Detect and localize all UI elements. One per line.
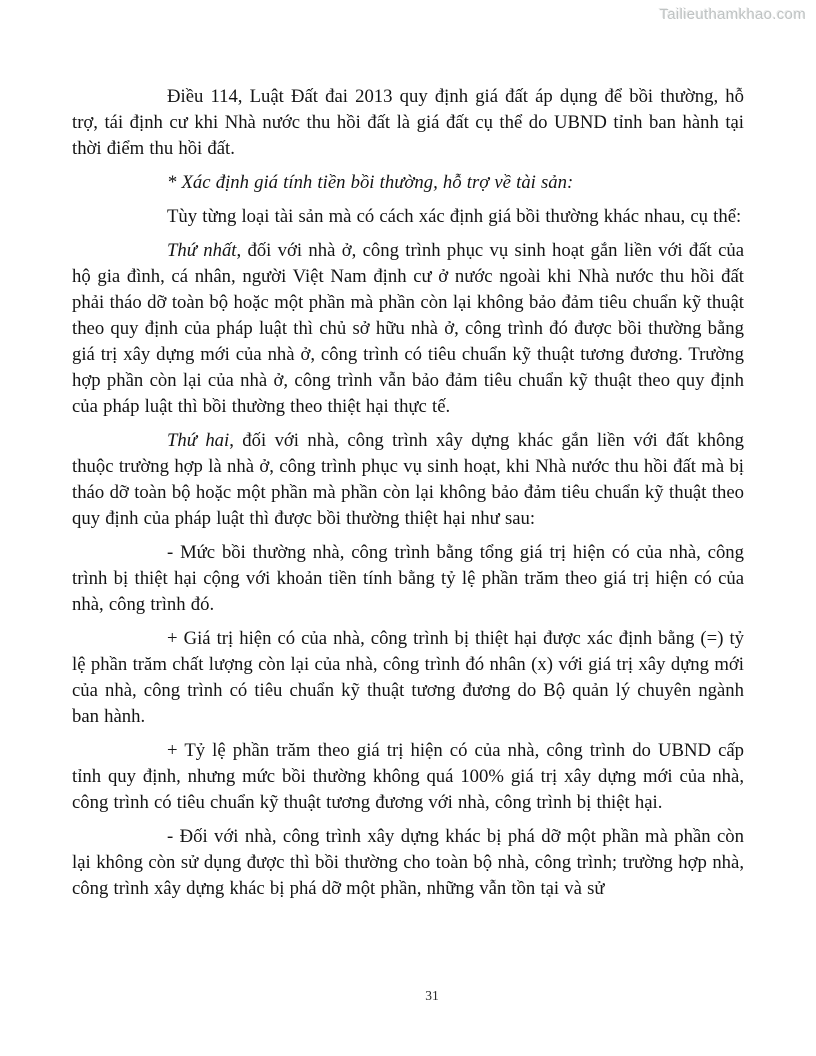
- paragraph: Thứ nhất, đối với nhà ở, công trình phục vụ sinh hoạt gắn liền với đất của hộ gia đình, cá nhân, người Việt Nam định cư ở nước ngoài khi Nhà nước thu hồi đất phải tháo dỡ toàn bộ hoặc một phần mà phần còn lại không bảo đảm tiêu chuẩn kỹ thuật theo quy định của pháp luật thì chủ sở hữu nhà ở, công trình đó được bồi thường bằng giá trị xây dựng mới của nhà ở, công trình có tiêu chuẩn kỹ thuật tương đương. Trường hợp phần còn lại của nhà ở, công trình vẫn bảo đảm tiêu chuẩn kỹ thuật theo quy định của pháp luật thì bồi thường theo thiệt hại thực tế.: [72, 240, 744, 417]
- paragraph: - Mức bồi thường nhà, công trình bằng tổng giá trị hiện có của nhà, công trình bị thiệt hại cộng với khoản tiền tính bằng tỷ lệ phần trăm theo giá trị hiện có của nhà, công trình đó.: [72, 542, 744, 615]
- paragraph: + Tỷ lệ phần trăm theo giá trị hiện có của nhà, công trình do UBND cấp tỉnh quy định, nhưng mức bồi thường không quá 100% giá trị xây dựng mới của nhà, công trình có tiêu chuẩn kỹ thuật tương đương với nhà, công trình bị thiệt hại.: [72, 740, 744, 813]
- paragraph-lead: Thứ nhất: [167, 240, 237, 261]
- paragraph: Tùy từng loại tài sản mà có cách xác định giá bồi thường khác nhau, cụ thể:: [167, 206, 742, 227]
- watermark: Tailieuthamkhao.com: [659, 6, 806, 23]
- paragraph: Thứ hai, đối với nhà, công trình xây dựng khác gắn liền với đất không thuộc trường hợp là nhà ở, công trình phục vụ sinh hoạt, khi Nhà nước thu hồi đất mà bị tháo dỡ toàn bộ hoặc một phần mà phần còn lại không bảo đảm tiêu chuẩn kỹ thuật theo quy định của pháp luật thì được bồi thường thiệt hại như sau:: [72, 430, 745, 529]
- paragraph: - Đối với nhà, công trình xây dựng khác bị phá dỡ một phần mà phần còn lại không còn sử dụng được thì bồi thường cho toàn bộ nhà, công trình; trường hợp nhà, công trình xây dựng khác bị phá dỡ một phần, những vẫn tồn tại và sử: [72, 826, 744, 899]
- page-number: 31: [425, 988, 439, 1003]
- paragraph: * Xác định giá tính tiền bồi thường, hỗ trợ về tài sản:: [167, 172, 574, 193]
- document-body: [72, 84, 744, 902]
- paragraph: Điều 114, Luật Đất đai 2013 quy định giá đất áp dụng để bồi thường, hỗ trợ, tái định cư khi Nhà nước thu hồi đất là giá đất cụ thể do UBND tỉnh ban hành tại thời điểm thu hồi đất.: [72, 86, 744, 159]
- paragraph-lead: Thứ hai: [167, 430, 230, 451]
- paragraph: + Giá trị hiện có của nhà, công trình bị thiệt hại được xác định bằng (=) tỷ lệ phần trăm chất lượng còn lại của nhà, công trình đó nhân (x) với giá trị xây dựng mới của nhà, công trình có tiêu chuẩn kỹ thuật tương đương do Bộ quản lý chuyên ngành ban hành.: [72, 628, 744, 727]
